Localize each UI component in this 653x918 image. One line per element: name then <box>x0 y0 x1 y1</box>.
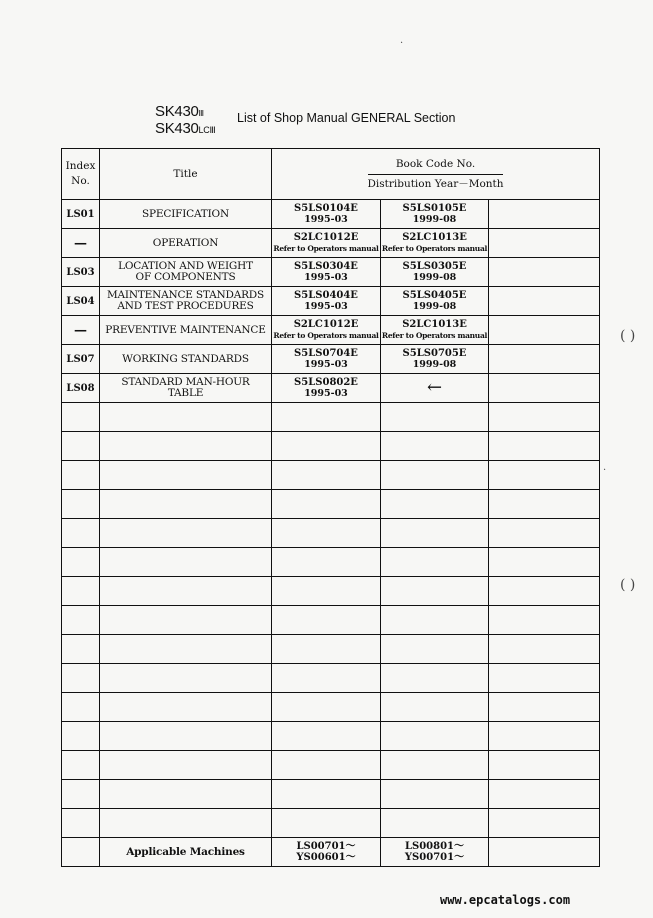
row-index: LS03 <box>62 258 100 287</box>
left-arrow-icon: ← <box>426 377 443 398</box>
row-index: LS04 <box>62 287 100 316</box>
row-code-2: S5LS0305E 1999-08 <box>381 258 489 287</box>
table-row <box>62 316 600 345</box>
row-code-2: S2LC1013E Refer to Operators manual <box>381 316 489 345</box>
table-row-blank <box>62 461 600 490</box>
row-code-1: S5LS0104E 1995-03 <box>272 200 381 229</box>
row-title: WORKING STANDARDS <box>100 345 272 374</box>
row-code-1: S5LS0802E 1995-03 <box>272 374 381 403</box>
table-row-blank <box>62 664 600 693</box>
row-empty-cell <box>489 200 600 229</box>
row-index: LS07 <box>62 345 100 374</box>
row-title: STANDARD MAN-HOUR TABLE <box>100 374 272 403</box>
table-row <box>62 287 600 316</box>
row-title: MAINTENANCE STANDARDS AND TEST PROCEDURES <box>100 287 272 316</box>
row-code-2: S5LS0405E 1999-08 <box>381 287 489 316</box>
table-row <box>62 374 600 403</box>
model-names <box>155 104 215 138</box>
applicable-machines-1: LS00701～ YS00601～ <box>272 838 381 867</box>
table-row <box>62 258 600 287</box>
row-code-2: S5LS0705E 1999-08 <box>381 345 489 374</box>
table-row-blank <box>62 606 600 635</box>
applicable-machines-label: Applicable Machines <box>100 838 272 867</box>
row-code-1: S5LS0704E 1995-03 <box>272 345 381 374</box>
title-header: Title <box>100 149 272 200</box>
row-code-2 <box>381 374 489 403</box>
table-row <box>62 229 600 258</box>
table-row-blank <box>62 577 600 606</box>
row-index: LS01 <box>62 200 100 229</box>
row-code-1: S2LC1012E Refer to Operators manual <box>272 229 381 258</box>
row-title: PREVENTIVE MAINTENANCE <box>100 316 272 345</box>
table-row-blank <box>62 548 600 577</box>
table-row-blank <box>62 635 600 664</box>
margin-mark: ( ) <box>620 328 636 344</box>
row-code-1: S5LS0304E 1995-03 <box>272 258 381 287</box>
table-row-blank <box>62 432 600 461</box>
row-empty-cell <box>489 374 600 403</box>
row-empty-cell <box>489 229 600 258</box>
row-index: LS08 <box>62 374 100 403</box>
row-title: LOCATION AND WEIGHT OF COMPONENTS <box>100 258 272 287</box>
table-row <box>62 345 600 374</box>
table-row <box>62 200 600 229</box>
model-2: SK430LCⅢ <box>155 120 216 137</box>
table-row-blank <box>62 490 600 519</box>
table-row-blank <box>62 809 600 838</box>
applicable-machines-row <box>62 838 600 867</box>
row-code-1: S5LS0404E 1995-03 <box>272 287 381 316</box>
row-empty-cell <box>489 345 600 374</box>
document-title: List of Shop Manual GENERAL Section <box>237 111 456 125</box>
table-row-blank <box>62 751 600 780</box>
row-empty-cell <box>489 316 600 345</box>
table-row-blank <box>62 403 600 432</box>
row-title: OPERATION <box>100 229 272 258</box>
row-empty-cell <box>489 287 600 316</box>
margin-mark: ( ) <box>620 577 636 593</box>
book-code-header: Book Code No. Distribution Year－Month <box>272 149 600 200</box>
row-title: SPECIFICATION <box>100 200 272 229</box>
applicable-machines-2: LS00801～ YS00701～ <box>381 838 489 867</box>
row-index: — <box>62 229 100 258</box>
table-row-blank <box>62 722 600 751</box>
table-row-blank <box>62 693 600 722</box>
table-row-blank <box>62 519 600 548</box>
row-code-2: S5LS0105E 1999-08 <box>381 200 489 229</box>
table-header-row <box>62 149 600 200</box>
row-empty-cell <box>489 258 600 287</box>
shop-manual-table <box>61 148 600 867</box>
model-1: SK430Ⅲ <box>155 103 204 120</box>
watermark-link[interactable]: www.epcatalogs.com <box>440 893 571 907</box>
row-code-1: S2LC1012E Refer to Operators manual <box>272 316 381 345</box>
row-index: — <box>62 316 100 345</box>
row-code-2: S2LC1013E Refer to Operators manual <box>381 229 489 258</box>
table-row-blank <box>62 780 600 809</box>
index-header: Index No. <box>62 149 100 200</box>
